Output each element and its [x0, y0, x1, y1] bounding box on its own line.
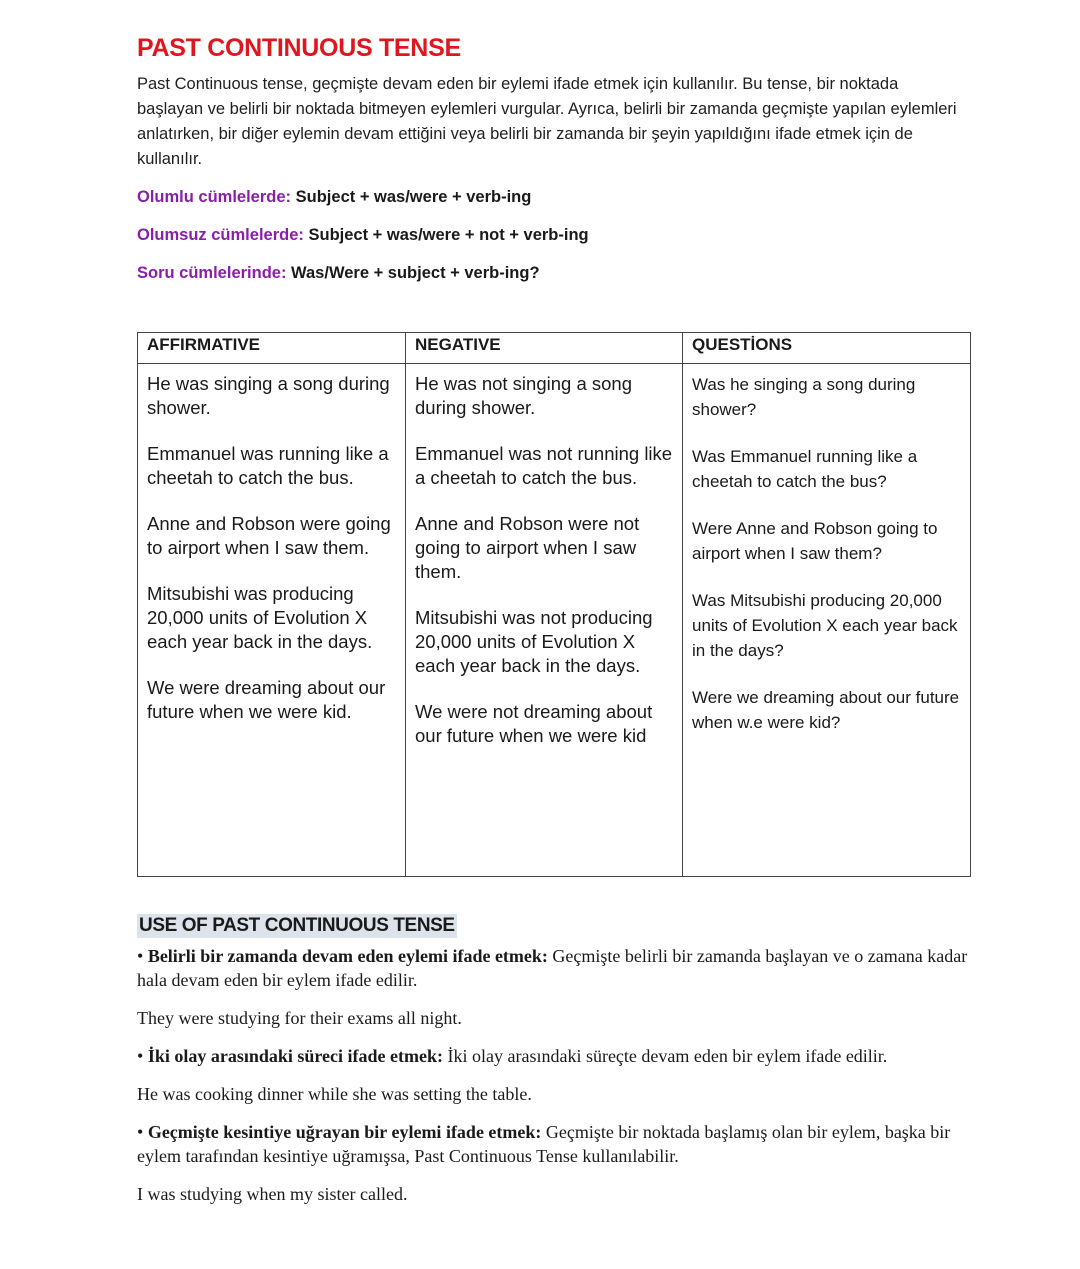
use-item-description: Geçmişte belirli bir zamanda başlayan ve o zamana kadar hala devam eden bir eylem ifade edilir. — [137, 946, 968, 990]
use-item-title: İki olay arasındaki süreci ifade etmek: — [147, 1046, 443, 1066]
header-questions: QUESTİONS — [683, 333, 971, 364]
negative-example: Emmanuel was not running like a cheetah to catch the bus. — [415, 443, 673, 488]
formula-value: Subject + was/were + verb-ing — [295, 188, 532, 206]
formula-value: Was/Were + subject + verb-ing? — [291, 264, 540, 282]
use-section — [137, 944, 972, 1220]
formula-label: Olumlu cümlelerde: — [137, 188, 292, 206]
use-item-description: İki olay arasındaki süreçte devam eden bir eylem ifade edilir. — [442, 1046, 888, 1066]
question-example: Were we dreaming about our future when w.e were kid? — [692, 688, 960, 732]
bullet-icon: • — [137, 1122, 144, 1142]
header-negative: NEGATIVE — [406, 333, 683, 364]
use-item-text — [137, 944, 972, 992]
formula-affirmative — [137, 188, 531, 207]
use-item — [137, 1120, 972, 1206]
use-item-example: He was cooking dinner while she was setting the table. — [137, 1084, 532, 1104]
affirmative-example: Emmanuel was running like a cheetah to catch the bus. — [147, 443, 389, 488]
affirmative-example: He was singing a song during shower. — [147, 373, 390, 418]
affirmative-example: Mitsubishi was producing 20,000 units of Evolution X each year back in the days. — [147, 583, 373, 652]
question-example: Was Emmanuel running like a cheetah to catch the bus? — [692, 447, 918, 491]
formula-label: Olumsuz cümlelerde: — [137, 226, 304, 244]
use-item — [137, 944, 972, 1030]
use-item-title: Geçmişte kesintiye uğrayan bir eylemi ifade etmek: — [147, 1122, 542, 1142]
page-title: PAST CONTINUOUS TENSE — [137, 34, 461, 62]
use-item-title: Belirli bir zamanda devam eden eylemi ifade etmek: — [147, 946, 548, 966]
use-item-example: They were studying for their exams all night. — [137, 1008, 462, 1028]
question-example: Was he singing a song during shower? — [692, 375, 916, 419]
use-item-example: I was studying when my sister called. — [137, 1184, 408, 1204]
table-row — [138, 364, 971, 877]
affirmative-example: We were dreaming about our future when we were kid. — [147, 677, 386, 722]
bullet-icon: • — [137, 1046, 144, 1066]
affirmative-column — [138, 364, 406, 877]
negative-example: He was not singing a song during shower. — [415, 373, 632, 418]
formula-label: Soru cümlelerinde: — [137, 264, 287, 282]
negative-example: Mitsubishi was not producing 20,000 units of Evolution X each year back in the days. — [415, 607, 653, 676]
affirmative-example: Anne and Robson were going to airport when I saw them. — [147, 513, 391, 558]
negative-example: We were not dreaming about our future when we were kid — [415, 701, 653, 746]
use-item-text — [137, 1044, 972, 1068]
intro-paragraph: Past Continuous tense, geçmişte devam eden bir eylemi ifade etmek için kullanılır. Bu tense, bir noktada başlayan ve belirli bir noktada bitmeyen eylemleri vurgular. Ayrıca, belirli bir zamanda geçmişte yapılan eylemleri anlatırken, bir diğer eylemin devam ettiğini veya belirli bir zamanda bir şeyin yapıldığını ifade etmek için de kullanılır. — [137, 75, 957, 168]
table-header-row — [138, 333, 971, 364]
formula-negative — [137, 226, 589, 245]
use-item-description: Geçmişte bir noktada başlamış olan bir eylem, başka bir eylem tarafından kesintiye uğramışsa, Past Continuous Tense kullanılabilir. — [137, 1122, 951, 1166]
use-heading: USE OF PAST CONTINUOUS TENSE — [139, 915, 455, 936]
examples-table — [137, 332, 971, 877]
question-example: Were Anne and Robson going to airport when I saw them? — [692, 519, 938, 563]
formula-value: Subject + was/were + not + verb-ing — [308, 226, 589, 244]
use-item-text — [137, 1120, 972, 1168]
header-affirmative: AFFIRMATIVE — [138, 333, 406, 364]
negative-column — [406, 364, 683, 877]
negative-example: Anne and Robson were not going to airport when I saw them. — [415, 513, 640, 582]
question-example: Was Mitsubishi producing 20,000 units of Evolution X each year back in the days? — [692, 591, 958, 660]
formula-question — [137, 264, 540, 283]
bullet-icon: • — [137, 946, 144, 966]
use-item — [137, 1044, 972, 1106]
questions-column — [683, 364, 971, 877]
